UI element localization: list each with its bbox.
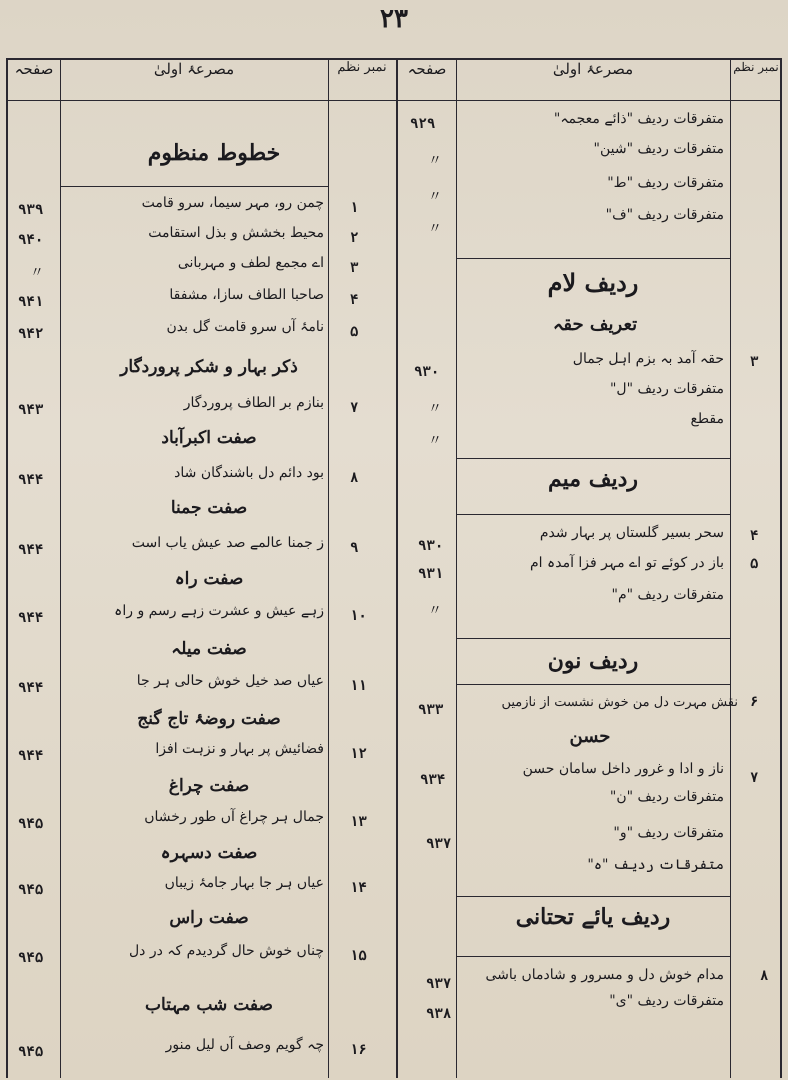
col-sep-left-page	[60, 58, 61, 1078]
section-heading-ye: ردیف یائے تحتانی	[515, 904, 671, 930]
left-row-page: ۹۴۴	[18, 472, 44, 488]
right-row-page: ۹۳۷	[426, 976, 452, 992]
left-sub-heading: صفت راہ	[174, 569, 244, 589]
left-sub-heading: صفت راس	[169, 908, 249, 928]
right-row: حقہ آمد بہ بزم اہل جمال	[572, 351, 724, 367]
left-row-page: ۹۴۴	[18, 748, 44, 764]
left-sub-heading: صفت شب مہتاب	[145, 995, 273, 1015]
section-heading-noon: ردیف نون	[547, 648, 639, 674]
left-seq-number: ۱۳	[350, 814, 367, 830]
right-row: متفرقات ردیف "ن"	[609, 789, 724, 805]
left-seq-number: ۵	[350, 324, 359, 340]
section-heading-meem: ردیف میم	[547, 466, 639, 492]
header-first-line-right: مصرعۂ اولیٰ	[552, 60, 634, 78]
table-right-border	[780, 58, 782, 1078]
left-sub-heading: صفت چراغ	[168, 776, 250, 796]
section-heading-lam: ردیف لام	[547, 268, 639, 297]
left-row: چہ گویم وصف آں لیل منور	[165, 1037, 324, 1053]
col-sep-right-num	[730, 58, 731, 1078]
right-seq-number: ۸	[760, 968, 769, 984]
left-row-page: ۹۴۴	[18, 680, 44, 696]
right-seq-number: ۵	[750, 556, 759, 572]
right-row-page: 〃	[428, 189, 442, 205]
right-row: باز در کوئے تو اے مہر فزا آمدہ ام	[530, 555, 724, 571]
left-row-page: ۹۴۴	[18, 542, 44, 558]
left-row-page: ۹۴۵	[18, 950, 44, 966]
header-seq-left: نمبر نظم	[337, 60, 387, 75]
left-seq-number: ۱۵	[350, 948, 367, 964]
right-row-page: ۹۳۰	[414, 364, 440, 380]
left-row-page: ۹۴۳	[18, 402, 44, 418]
left-row-page: ۹۴۵	[18, 816, 44, 832]
right-row: سحر بسیر گلستاں پر بہار شدم	[539, 525, 724, 541]
left-seq-number: ۸	[350, 470, 359, 486]
section-divider	[456, 896, 730, 897]
left-row: زہے عیش و عشرت زہے رسم و راہ	[114, 603, 324, 619]
section-divider	[456, 458, 730, 459]
section-divider	[60, 186, 328, 187]
right-row-page: ۹۳۳	[418, 702, 444, 718]
left-row: فضائیش پر بہار و نزہت افزا	[155, 741, 324, 757]
left-row-page: ۹۴۵	[18, 1044, 44, 1060]
right-row: متفرقات ردیف "ذائے معجمہ"	[553, 111, 724, 127]
right-row: متفرقات ردیف "شین"	[593, 141, 724, 157]
left-sub-heading: صفت اکبرآباد	[161, 428, 257, 448]
left-row-page: ۹۳۹	[18, 202, 44, 218]
left-row-page: 〃	[30, 265, 44, 281]
right-seq-number: ۳	[750, 354, 759, 370]
header-seq-right: نمبر نظم	[733, 60, 779, 74]
right-row-page: ۹۳۸	[426, 1006, 452, 1022]
left-row: چناں خوش حال گردیدم کہ در دل	[128, 943, 324, 959]
left-seq-number: ۱۱	[350, 678, 367, 694]
left-row-page: ۹۴۲	[18, 326, 44, 342]
sub-heading-huqqa: تعریف حقہ	[552, 314, 638, 335]
right-row-page: 〃	[428, 221, 442, 237]
right-row-page: ۹۲۹	[410, 116, 436, 132]
right-row: متفرقات ردیف "ل"	[609, 381, 724, 397]
right-seq-number: ۷	[750, 770, 759, 786]
right-row-page: 〃	[428, 401, 442, 417]
left-seq-number: ۱۲	[350, 746, 367, 762]
left-sub-heading: ذکر بہار و شکر پروردگار	[120, 357, 298, 377]
left-sub-heading: صفت جمنا	[170, 498, 248, 518]
sub-heading-husn: حسن	[569, 726, 611, 747]
left-row: عیاں ہر جا بہار جامۂ زیباں	[164, 875, 324, 891]
right-seq-number: ۶	[750, 694, 759, 710]
left-sub-heading: صفت دسہرہ	[160, 843, 258, 863]
left-row: صاحبا الطاف سازا، مشفقا	[169, 287, 324, 303]
right-row-page: ۹۳۴	[420, 772, 446, 788]
right-row-page: ۹۳۷	[426, 836, 452, 852]
header-first-line-left: مصرعۂ اولیٰ	[153, 60, 235, 78]
left-seq-number: ۴	[350, 292, 359, 308]
right-row-page: ۹۳۱	[418, 566, 444, 582]
right-row-page: 〃	[428, 433, 442, 449]
left-row: عیاں صد خیل خوش حالی ہر جا	[136, 673, 324, 689]
right-row: متفرقات ردیف "م"	[611, 587, 724, 603]
left-row: چمن رو، مہر سیما، سرو قامت	[141, 195, 324, 211]
left-sub-heading: صفت روضۂ تاج گنج	[137, 709, 281, 729]
left-seq-number: ۱۰	[350, 608, 367, 624]
left-seq-number: ۷	[350, 400, 359, 416]
left-seq-number: ۹	[350, 540, 359, 556]
col-sep-left-num	[328, 58, 329, 1078]
left-seq-number: ۱۴	[350, 880, 367, 896]
right-row: متفرقات ردیف "و"	[613, 825, 724, 841]
left-row: نامۂ آں سرو قامت گل بدن	[166, 319, 324, 335]
left-seq-number: ۱	[350, 200, 359, 216]
section-divider	[456, 684, 730, 685]
section-divider	[456, 258, 730, 259]
right-row: مدام خوش دل و مسرور و شادماں باشی	[485, 967, 724, 983]
right-row-page: 〃	[428, 603, 442, 619]
header-page-right: صفحہ	[407, 60, 447, 78]
left-row: بود دائم دل باشندگان شاد	[174, 465, 324, 481]
section-divider	[456, 956, 730, 957]
table-left-border	[6, 58, 8, 1078]
left-row: محیط بخشش و بذل استقامت	[148, 225, 324, 241]
right-row: متفرقات ردیف "ی"	[609, 993, 724, 1009]
section-divider	[456, 638, 730, 639]
left-seq-number: ۳	[350, 260, 359, 276]
right-row: ناز و ادا و غرور داخل سامان حسن	[522, 761, 724, 777]
left-row: اے مجمع لطف و مہربانی	[177, 255, 324, 271]
left-seq-number: ۲	[350, 230, 359, 246]
right-row: مقطع	[690, 411, 724, 427]
page-number: ۲۳	[380, 4, 408, 34]
header-page-left: صفحہ	[14, 60, 54, 78]
col-sep-middle	[396, 58, 398, 1078]
left-row: جمال ہر چراغ آں طور رخشاں	[144, 809, 324, 825]
left-row-page: ۹۴۴	[18, 610, 44, 626]
right-row-page: 〃	[428, 153, 442, 169]
right-row-page: ۹۳۰	[418, 538, 444, 554]
right-seq-number: ۴	[750, 528, 759, 544]
right-row: متفرقات ردیف "ف"	[605, 207, 724, 223]
left-row-page: ۹۴۵	[18, 882, 44, 898]
right-row: نقش مہرت دل من خوش نشست از نازمیں	[501, 695, 738, 710]
left-sub-heading: صفت میلہ	[171, 639, 247, 659]
left-row-page: ۹۴۰	[18, 232, 44, 248]
left-seq-number: ۱۶	[350, 1042, 367, 1058]
section-heading-khutoot: خطوط منظوم	[147, 140, 281, 166]
right-row: متفرقات ردیف "ہ"	[587, 857, 724, 873]
right-row: متفرقات ردیف "ط"	[607, 175, 724, 191]
header-bottom-border	[6, 100, 782, 101]
left-row: ز جمنا عالمے صد عیش یاب است	[131, 535, 324, 551]
left-row: بنازم بر الطاف پروردگار	[183, 395, 324, 411]
section-divider	[456, 514, 730, 515]
left-row-page: ۹۴۱	[18, 294, 44, 310]
